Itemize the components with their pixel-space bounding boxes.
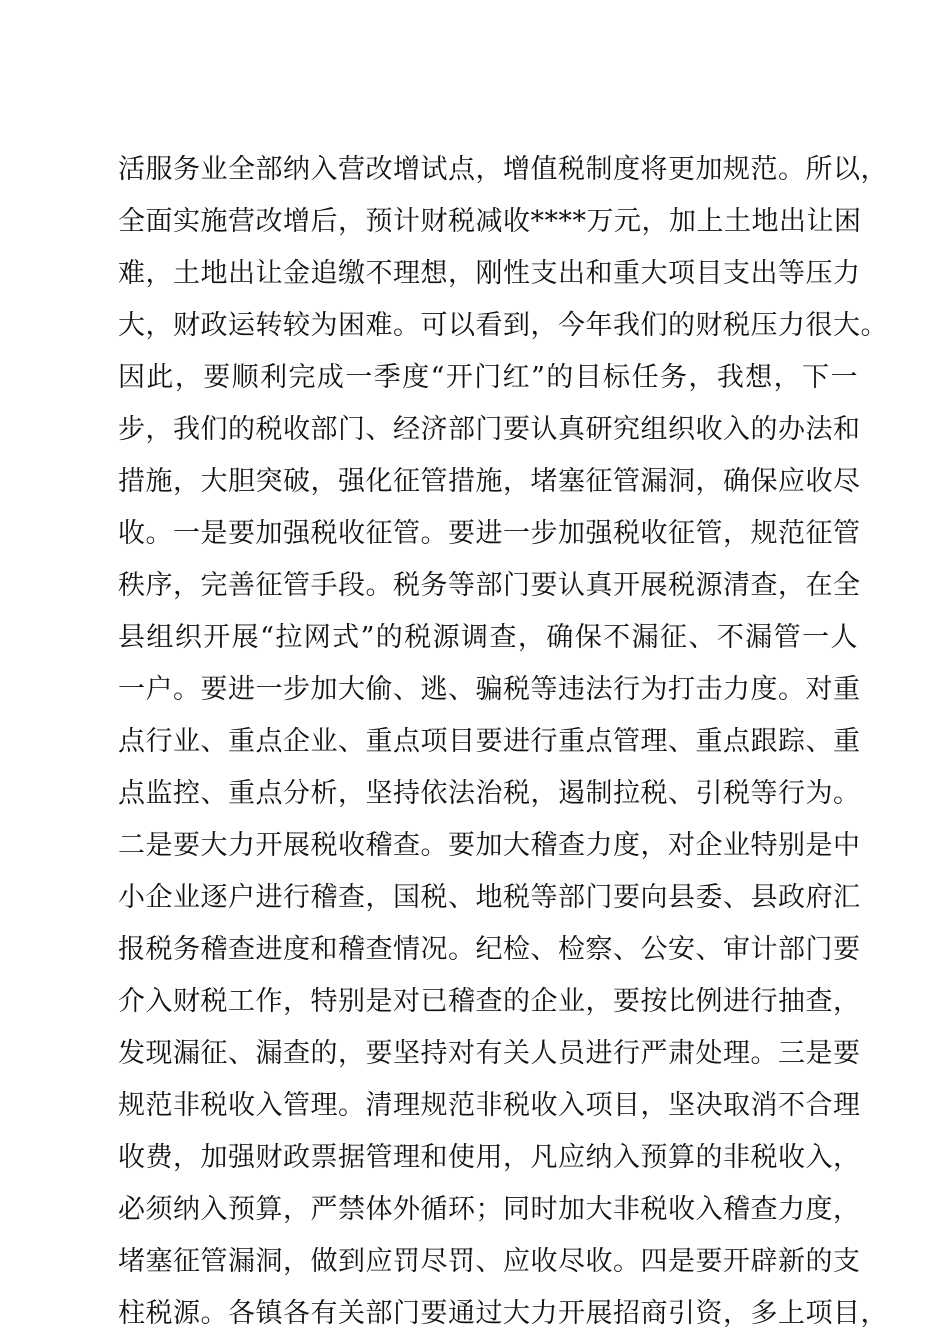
text-line-19: 规范非税收入管理。清理规范非税收入项目，坚决取消不合理 (118, 1090, 861, 1121)
text-line-5: 因此，要顺利完成一季度“开门红”的目标任务，我想，下一 (118, 362, 858, 393)
text-line-8: 收。一是要加强税收征管。要进一步加强税收征管，规范征管 (118, 518, 861, 549)
text-line-16: 报税务稽查进度和稽查情况。纪检、检察、公安、审计部门要 (118, 934, 861, 965)
body-text (118, 144, 888, 1340)
text-line-17: 介入财税工作，特别是对已稽查的企业，要按比例进行抽查， (118, 986, 861, 1017)
text-line-2: 全面实施营改增后，预计财税减收****万元，加上土地出让困 (118, 206, 862, 237)
text-line-4: 大，财政运转较为困难。可以看到，今年我们的财税压力很大。 (118, 310, 888, 341)
text-line-6: 步，我们的税收部门、经济部门要认真研究组织收入的办法和 (118, 414, 861, 445)
text-line-7: 措施，大胆突破，强化征管措施，堵塞征管漏洞，确保应收尽 (118, 466, 861, 497)
text-line-3: 难，土地出让金追缴不理想，刚性支出和重大项目支出等压力 (118, 258, 861, 289)
text-line-20: 收费，加强财政票据管理和使用，凡应纳入预算的非税收入， (118, 1142, 861, 1173)
text-line-22: 堵塞征管漏洞，做到应罚尽罚、应收尽收。四是要开辟新的支 (118, 1246, 861, 1277)
text-line-1: 活服务业全部纳入营改增试点，增值税制度将更加规范。所以， (118, 154, 888, 185)
text-line-14: 二是要大力开展税收稽查。要加大稽查力度，对企业特别是中 (118, 830, 861, 861)
text-line-18: 发现漏征、漏查的，要坚持对有关人员进行严肃处理。三是要 (118, 1038, 861, 1069)
text-line-15: 小企业逐户进行稽查，国税、地税等部门要向县委、县政府汇 (118, 882, 861, 913)
text-line-9: 秩序，完善征管手段。税务等部门要认真开展税源清查，在全 (118, 570, 861, 601)
text-line-10: 县组织开展“拉网式”的税源调查，确保不漏征、不漏管一人 (118, 622, 858, 653)
text-line-12: 点行业、重点企业、重点项目要进行重点管理、重点跟踪、重 (118, 726, 861, 757)
text-line-11: 一户。要进一步加大偷、逃、骗税等违法行为打击力度。对重 (118, 674, 861, 705)
text-line-21: 必须纳入预算，严禁体外循环；同时加大非税收入稽查力度， (118, 1194, 861, 1225)
text-line-23: 柱税源。各镇各有关部门要通过大力开展招商引资，多上项目， (118, 1298, 888, 1329)
text-line-13: 点监控、重点分析，坚持依法治税，遏制拉税、引税等行为。 (118, 778, 861, 809)
